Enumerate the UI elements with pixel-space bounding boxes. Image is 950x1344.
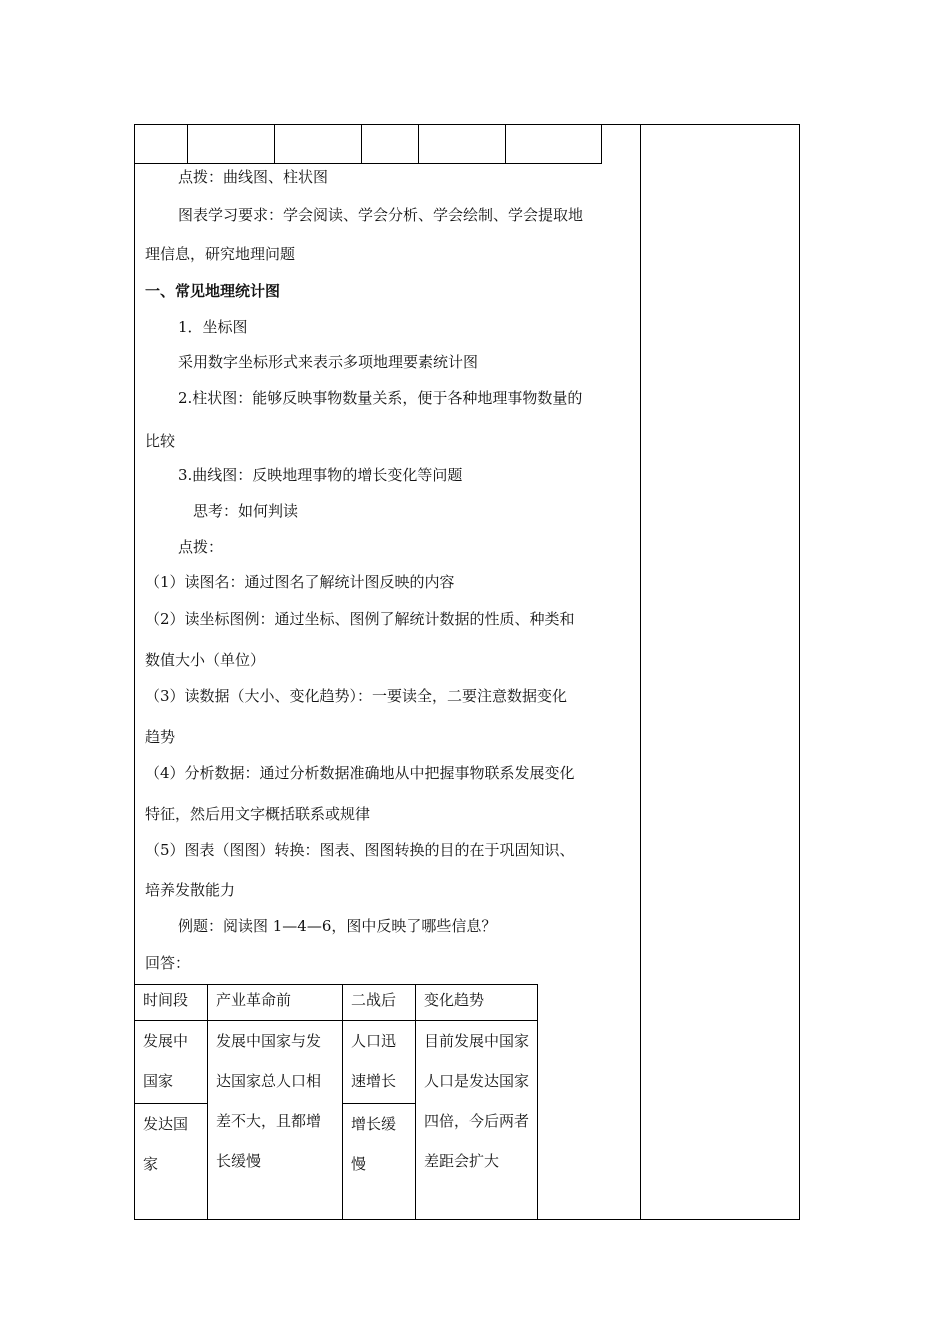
- postwar-developed-text: 增长缓慢: [351, 1115, 397, 1173]
- item-line-chart: 3.曲线图：反映地理事物的增长变化等问题: [178, 466, 463, 484]
- requirement-line-2: 理信息，研究地理问题: [145, 245, 296, 263]
- header-postwar: 二战后: [343, 985, 416, 1021]
- table-row: [135, 1021, 538, 1104]
- step-5a: （5）图表（图图）转换：图表、图图转换的目的在于巩固知识、: [145, 841, 575, 859]
- pre-industrial-text: 发展中国家与发达国家总人口相差不大，且都增长缓慢: [216, 1032, 322, 1170]
- header-pre-industrial: 产业革命前: [208, 985, 343, 1021]
- postwar-developed-cell: [343, 1104, 416, 1220]
- empty-cell: [362, 125, 419, 164]
- hint-line-2: 点拨：: [178, 538, 224, 556]
- hint-line: 点拨：曲线图、柱状图: [178, 168, 329, 186]
- header-time-period: 时间段: [135, 985, 208, 1021]
- answer-label: 回答：: [145, 954, 191, 972]
- table-header-row: [135, 985, 538, 1021]
- row-label-developed-text: 发达国家: [143, 1115, 189, 1173]
- header-trend: 变化趋势: [416, 985, 538, 1021]
- row-label-developing: [135, 1021, 208, 1104]
- empty-cell: [188, 125, 275, 164]
- empty-cell: [275, 125, 362, 164]
- item-bar-chart-2: 比较: [145, 432, 176, 450]
- top-empty-grid: [134, 124, 602, 164]
- requirement-line-1: 图表学习要求：学会阅读、学会分析、学会绘制、学会提取地: [178, 206, 584, 224]
- item-coordinate-chart: 1．坐标图: [178, 318, 248, 336]
- empty-cell: [419, 125, 506, 164]
- item-bar-chart-1: 2.柱状图：能够反映事物数量关系，便于各种地理事物数量的: [178, 389, 583, 407]
- step-4a: （4）分析数据：通过分析数据准确地从中把握事物联系发展变化: [145, 764, 575, 782]
- step-5b: 培养发散能力: [145, 881, 236, 899]
- step-3b: 趋势: [145, 728, 176, 746]
- step-1: （1）读图名：通过图名了解统计图反映的内容: [145, 573, 455, 591]
- empty-cell: [506, 125, 602, 164]
- answer-table: [134, 984, 538, 1220]
- step-4b: 特征，然后用文字概括联系或规律: [145, 805, 371, 823]
- row-label-developed: [135, 1104, 208, 1220]
- section-heading: 一、常见地理统计图: [145, 282, 281, 300]
- step-2b: 数值大小（单位）: [145, 651, 266, 669]
- trend-cell: [416, 1021, 538, 1220]
- empty-cell: [135, 125, 188, 164]
- postwar-developing-text: 人口迅速增长: [351, 1032, 397, 1090]
- trend-text: 目前发展中国家人口是发达国家四倍，今后两者差距会扩大: [424, 1032, 530, 1170]
- example-line: 例题：阅读图 1—4—6，图中反映了哪些信息？: [178, 917, 497, 935]
- postwar-developing-cell: [343, 1021, 416, 1104]
- step-3a: （3）读数据（大小、变化趋势）：一要读全，二要注意数据变化: [145, 687, 568, 705]
- column-divider: [640, 124, 641, 1220]
- row-label-developing-text: 发展中国家: [143, 1032, 189, 1090]
- step-2a: （2）读坐标图例：通过坐标、图例了解统计数据的性质、种类和: [145, 610, 575, 628]
- item-coordinate-desc: 采用数字坐标形式来表示多项地理要素统计图: [178, 353, 479, 371]
- think-line: 思考：如何判读: [193, 502, 299, 520]
- pre-industrial-cell: [208, 1021, 343, 1220]
